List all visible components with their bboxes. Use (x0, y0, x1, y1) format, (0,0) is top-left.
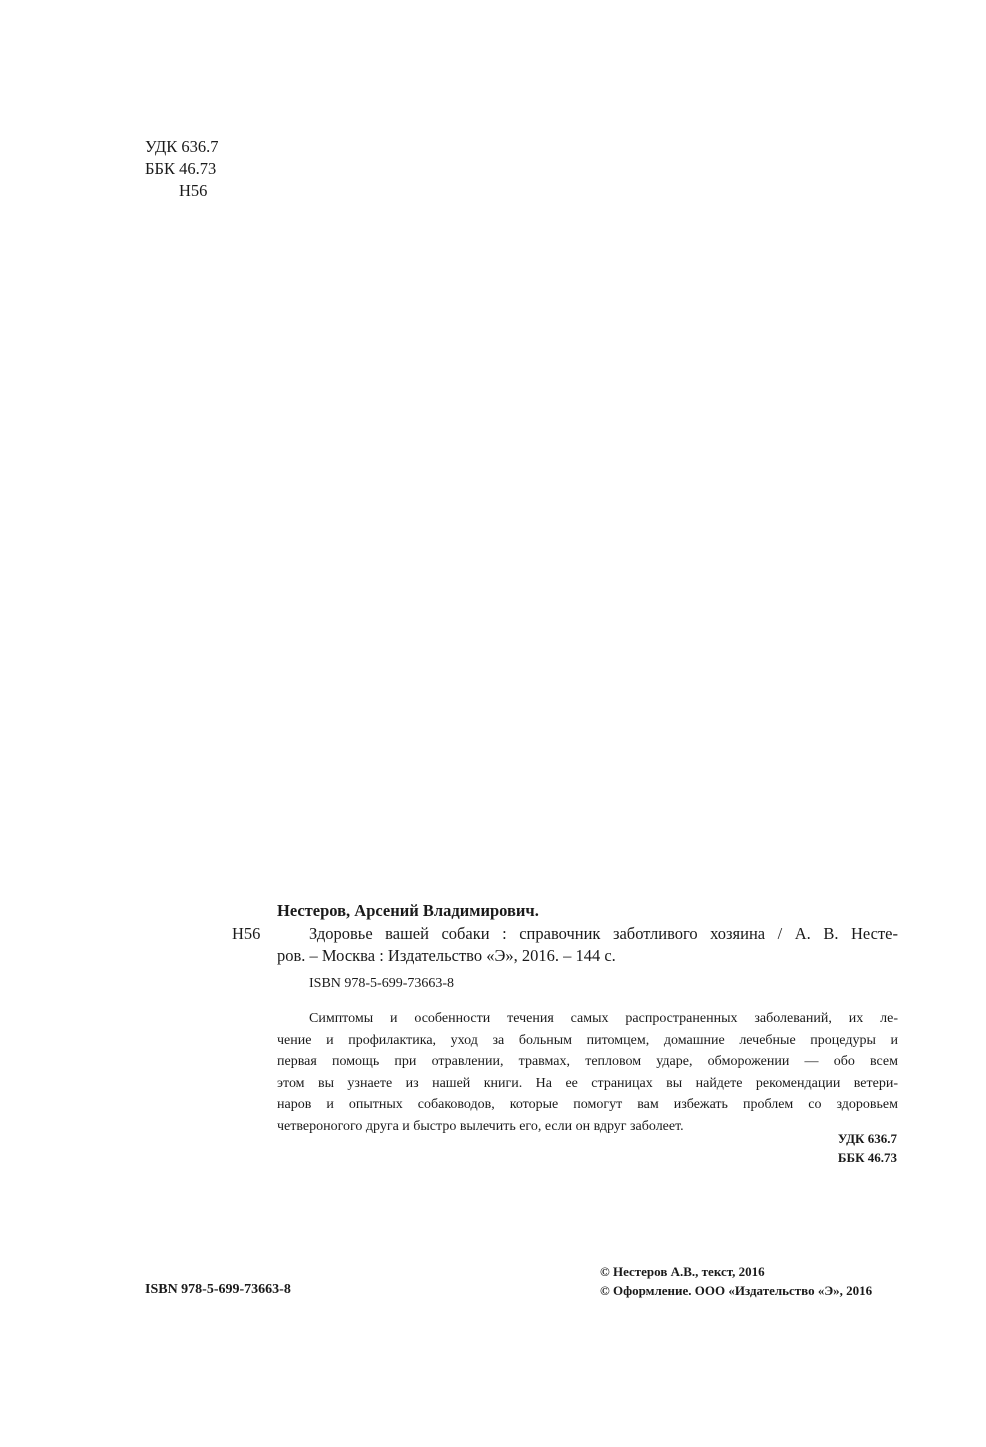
annotation-line: четвероногого друга и быстро вылечить его, если он вдруг заболеет. (277, 1118, 684, 1134)
top-author-code: Н56 (179, 181, 208, 200)
footer-copyrights (600, 1262, 872, 1300)
card-isbn: ISBN 978-5-699-73663-8 (309, 976, 455, 991)
annotation-line: наров и опытных собаководов, которые помогут вам избежать проблем со здоровьем (277, 1097, 898, 1112)
card-title-line-1 (309, 924, 898, 944)
top-bbk: ББК 46.73 (145, 159, 217, 178)
copyright-design: © Оформление. ООО «Издательство «Э», 2016 (600, 1283, 873, 1298)
annotation-line: чение и профилактика, уход за больным питомцем, домашние лечебные процедуры и (277, 1032, 898, 1048)
annotation-line: Симптомы и особенности течения самых распространенных заболеваний, их ле- (309, 1011, 898, 1026)
footer-isbn: ISBN 978-5-699-73663-8 (145, 1282, 291, 1297)
annotation-line: этом вы узнаете из нашей книги. На ее страницах вы найдете рекомендации ветери- (277, 1075, 898, 1091)
card-annotation (277, 1008, 898, 1137)
card-author-code: Н56 (232, 924, 261, 943)
top-classification (145, 136, 219, 202)
card-bbk: ББК 46.73 (837, 1150, 897, 1165)
card-udk: УДК 636.7 (837, 1131, 897, 1146)
top-udk: УДК 636.7 (145, 137, 219, 156)
card-classification (838, 1129, 897, 1167)
copyright-text: © Нестеров А.В., текст, 2016 (600, 1264, 765, 1279)
annotation-line: первая помощь при отравлении, травмах, тепловом ударе, обморожении — обо всем (277, 1054, 898, 1069)
card-title-line-2: ров. – Москва : Издательство «Э», 2016. – 144 с. (277, 946, 616, 965)
card-title-line-1-text: Здоровье вашей собаки : справочник заботливого хозяина / А. В. Несте- (309, 924, 898, 943)
card-author: Нестеров, Арсений Владимирович. (277, 901, 539, 920)
